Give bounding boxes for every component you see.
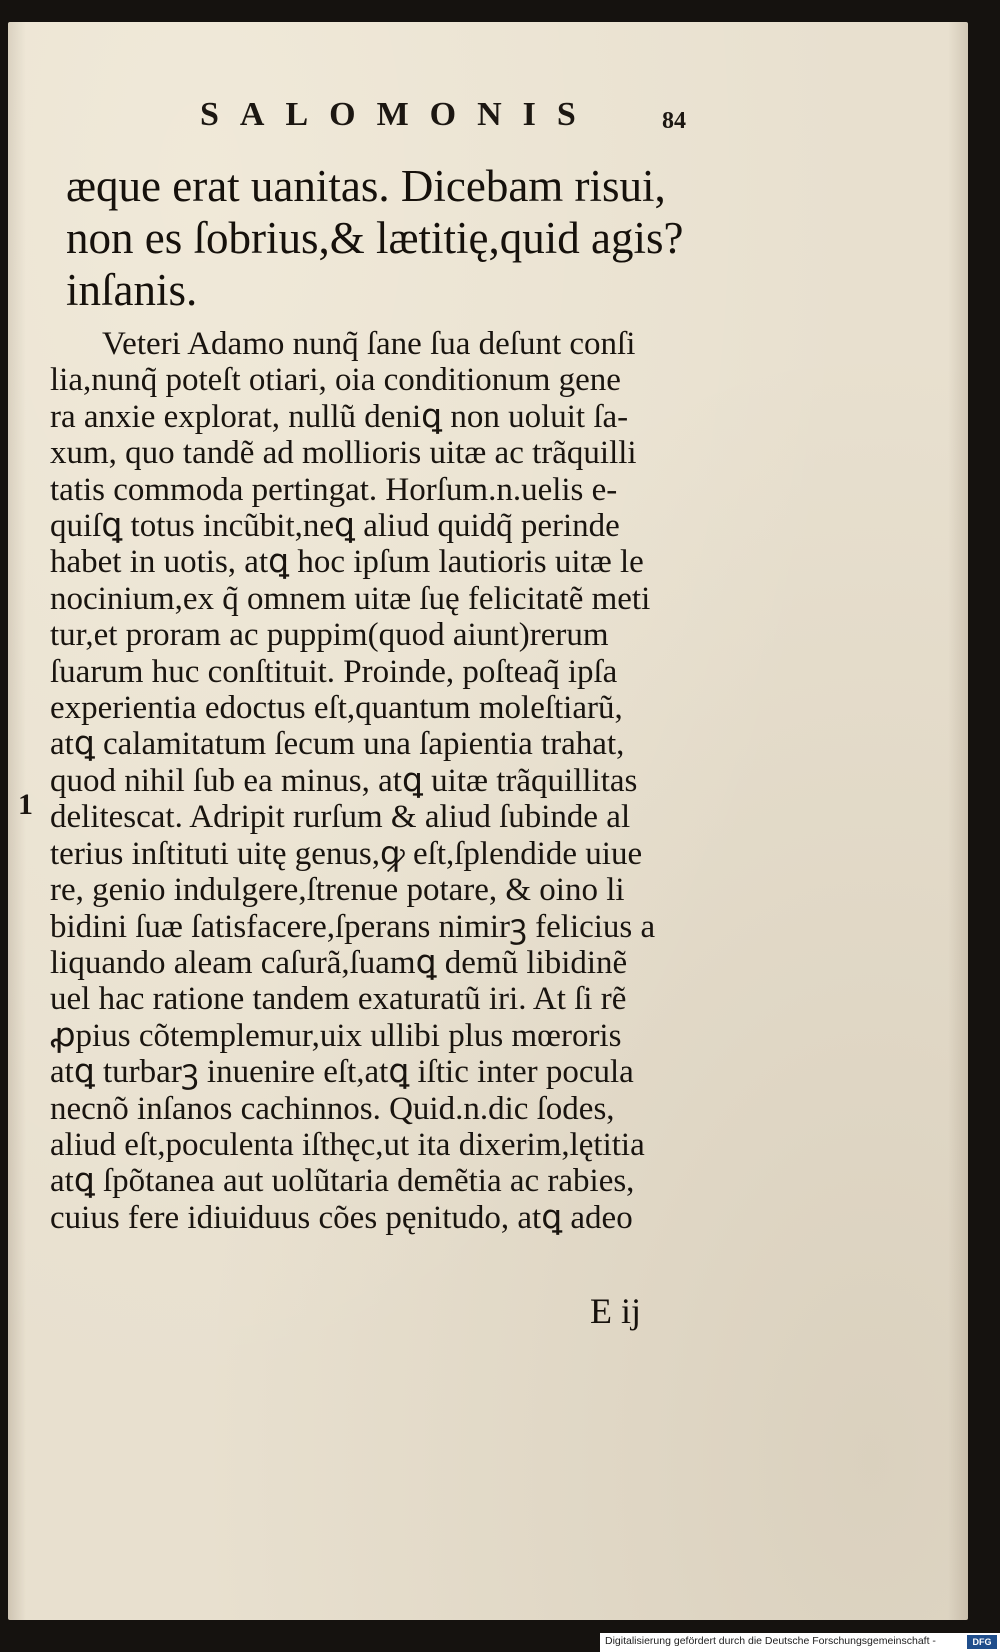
large-line: æque erat uanitas. Dicebam risui, [66, 161, 666, 211]
large-text-block [66, 160, 766, 316]
body-line: Veteri Adamo nunq̃ ſane ſua deſunt conſi [102, 326, 636, 362]
body-line: aliud eſt,poculenta iſthęc,ut ita dixerim,lętitia [50, 1126, 645, 1163]
body-line: habet in uotis, atꝗ hoc ipſum lautioris uitæ le [50, 544, 644, 581]
large-line: non es ſobrius,& lætitię,quid agis? [66, 213, 684, 263]
body-line: tatis commoda pertingat. Horſum.n.uelis e- [50, 471, 618, 508]
body-line: cuius fere idiuiduus cões pęnitudo, atꝗ adeo [50, 1199, 633, 1236]
body-line: uel hac ratione tandem exaturatũ iri. At ſi rẽ [50, 981, 627, 1018]
body-line: ra anxie explorat, nullũ deniꝗ non uoluit ſa- [50, 398, 629, 435]
signature-mark: E ij [590, 1291, 641, 1331]
large-line: inſanis. [66, 265, 198, 315]
body-line: terius inſtituti uitę genus,ꝙ eſt,ſplendide uiue [50, 835, 643, 872]
body-line: bidini ſuæ ſatisfacere,ſperans nimirꝫ felicius a [50, 908, 656, 945]
body-line: experientia edoctus eſt,quantum moleſtiarũ, [50, 690, 623, 727]
body-line: tur,et proram ac puppim(quod aiunt)rerum [50, 617, 609, 654]
body-line: quod nihil ſub ea minus, atꝗ uitæ trãquillitas [50, 762, 638, 799]
body-line: necnõ inſanos cachinnos. Quid.n.dic ſodes, [50, 1090, 615, 1127]
folio-number: 84 [662, 108, 686, 134]
margin-marker: 1 [18, 788, 33, 821]
body-line: quiſꝗ totus incũbit,neꝗ aliud quidq̃ perinde [50, 508, 620, 545]
running-head: SALOMONIS [200, 96, 597, 133]
body-line: atꝗ ſpõtanea aut uolũtaria demẽtia ac rabies, [50, 1163, 635, 1200]
body-line: delitescat. Adripit rurſum & aliud ſubinde al [50, 799, 631, 836]
body-line: atꝗ turbarꝫ inuenire eſt,atꝗ iſtic inter pocula [50, 1054, 634, 1091]
body-line: atꝗ calamitatum ſecum una ſapientia trahat, [50, 726, 625, 763]
body-line: nocinium,ex q̃ omnem uitæ ſuę felicitatẽ meti [50, 580, 651, 617]
body-line: lia,nunq̃ poteſt otiari, oia conditionum gene [50, 362, 621, 399]
funding-credit: Digitalisierung gefördert durch die Deutsche Forschungsgemeinschaft - [605, 1635, 936, 1647]
body-text-block [50, 326, 750, 1236]
body-line: xum, quo tandẽ ad mollioris uitæ ac trãquilli [50, 435, 637, 472]
body-line: ꝓpius cõtemplemur,uix ullibi plus mœroris [50, 1017, 622, 1054]
body-line: liquando aleam caſurã,ſuamꝗ demũ libidinẽ [50, 944, 628, 981]
dfg-logo: DFG [967, 1635, 997, 1649]
body-line: ſuarum huc conſtituit. Proinde, poſteaq̃ ipſa [50, 653, 618, 690]
body-line: re, genio indulgere,ſtrenue potare, & oino li [50, 872, 625, 909]
